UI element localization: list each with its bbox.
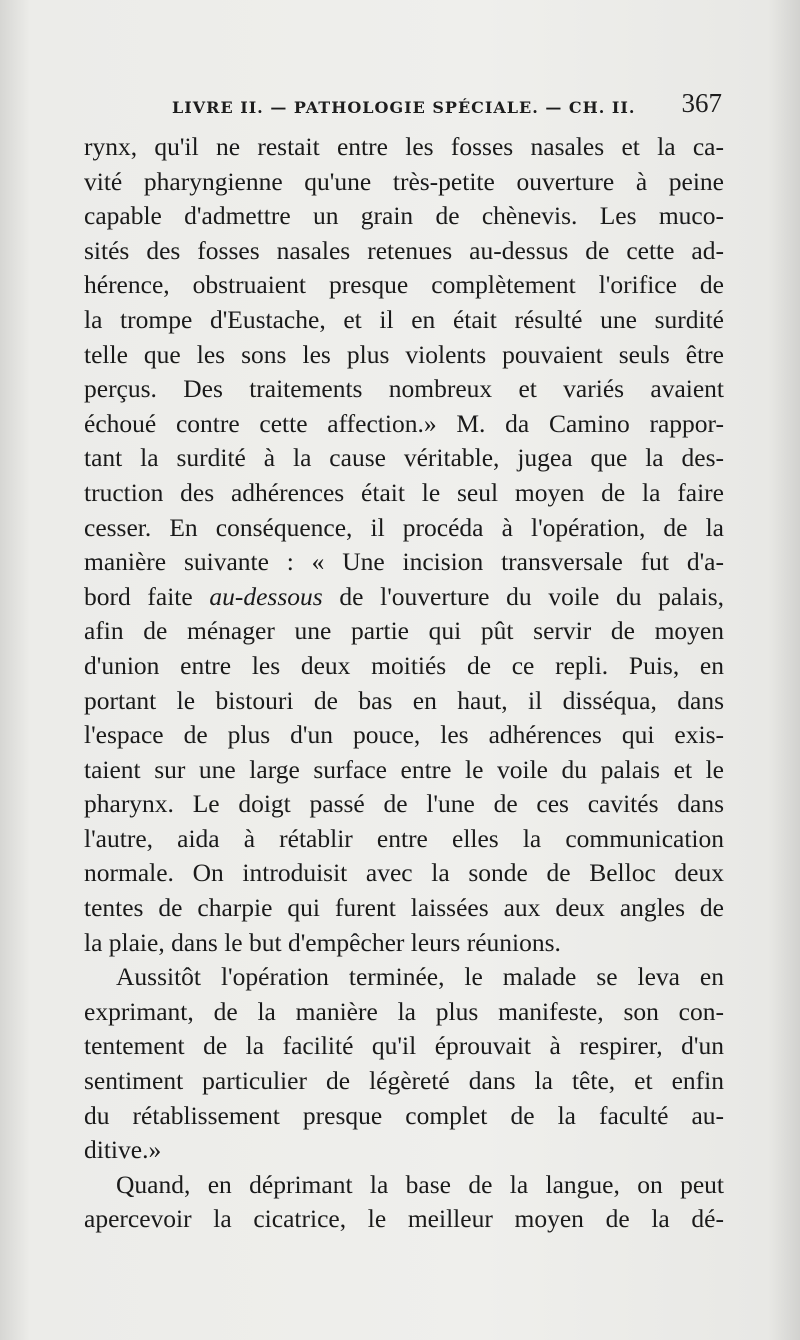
- text-line: d'union entre les deux moitiés de ce repli. Puis, en: [84, 650, 724, 680]
- text-line: hérence, obstruaient presque complètement l'orifice de: [84, 270, 724, 300]
- text-segment: bord faite: [84, 581, 210, 611]
- text-line: la plaie, dans le but d'empêcher leurs réunions.: [84, 927, 561, 957]
- body-text: [84, 130, 724, 1237]
- text-line: tentement de la facilité qu'il éprouvait à respirer, d'un: [84, 1031, 724, 1061]
- text-line: manière suivante : « Une incision transversale fut d'a-: [84, 547, 724, 577]
- text-line: afin de ménager une partie qui pût servir de moyen: [84, 616, 724, 646]
- text-line: capable d'admettre un grain de chènevis. Les muco-: [84, 201, 724, 231]
- italic-term: au-dessous: [209, 581, 323, 611]
- text-line-italic: [84, 580, 724, 615]
- text-line: échoué contre cette affection.» M. da Camino rappor-: [84, 408, 724, 438]
- text-line: rynx, qu'il ne restait entre les fosses nasales et la ca-: [84, 132, 724, 161]
- text-line: du rétablissement presque complet de la faculté au-: [84, 1100, 724, 1130]
- page-number: 367: [681, 88, 722, 118]
- text-line: normale. On introduisit avec la sonde de Belloc deux: [84, 858, 724, 888]
- text-line: exprimant, de la manière la plus manifeste, son con-: [84, 996, 724, 1026]
- text-line: cesser. En conséquence, il procéda à l'opération, de la: [84, 512, 724, 542]
- text-line: l'espace de plus d'un pouce, les adhérences qui exis-: [84, 720, 724, 750]
- text-line: l'autre, aida à rétablir entre elles la communication: [84, 823, 724, 853]
- running-head: LIVRE II. — PATHOLOGIE SPÉCIALE. — CH. II.: [172, 98, 636, 117]
- text-line: apercevoir la cicatrice, le meilleur moyen de la dé-: [84, 1204, 724, 1234]
- text-line: taient sur une large surface entre le voile du palais et le: [84, 754, 724, 784]
- text-line: pharynx. Le doigt passé de l'une de ces cavités dans: [84, 789, 724, 819]
- text-line: sentiment particulier de légèreté dans la tête, et enfin: [84, 1066, 724, 1096]
- text-line: perçus. Des traitements nombreux et variés avaient: [84, 374, 724, 404]
- text-segment: de l'ouverture du voile du palais,: [322, 581, 724, 611]
- text-line: vité pharyngienne qu'une très-petite ouverture à peine: [84, 166, 724, 196]
- text-line: telle que les sons les plus violents pouvaient seuls être: [84, 339, 724, 369]
- text-line: Quand, en déprimant la base de la langue, on peut: [116, 1169, 724, 1199]
- text-line: ditive.»: [84, 1135, 162, 1165]
- text-line: portant le bistouri de bas en haut, il disséqua, dans: [84, 685, 724, 715]
- text-line: tentes de charpie qui furent laissées aux deux angles de: [84, 893, 724, 923]
- page-header: [88, 88, 722, 128]
- text-line: la trompe d'Eustache, et il en était résulté une surdité: [84, 304, 724, 334]
- text-line: Aussitôt l'opération terminée, le malade se leva en: [116, 962, 724, 992]
- text-line: truction des adhérences était le seul moyen de la faire: [84, 477, 724, 507]
- text-line: sités des fosses nasales retenues au-dessus de cette ad-: [84, 235, 724, 265]
- text-line: tant la surdité à la cause véritable, jugea que la des-: [84, 443, 724, 473]
